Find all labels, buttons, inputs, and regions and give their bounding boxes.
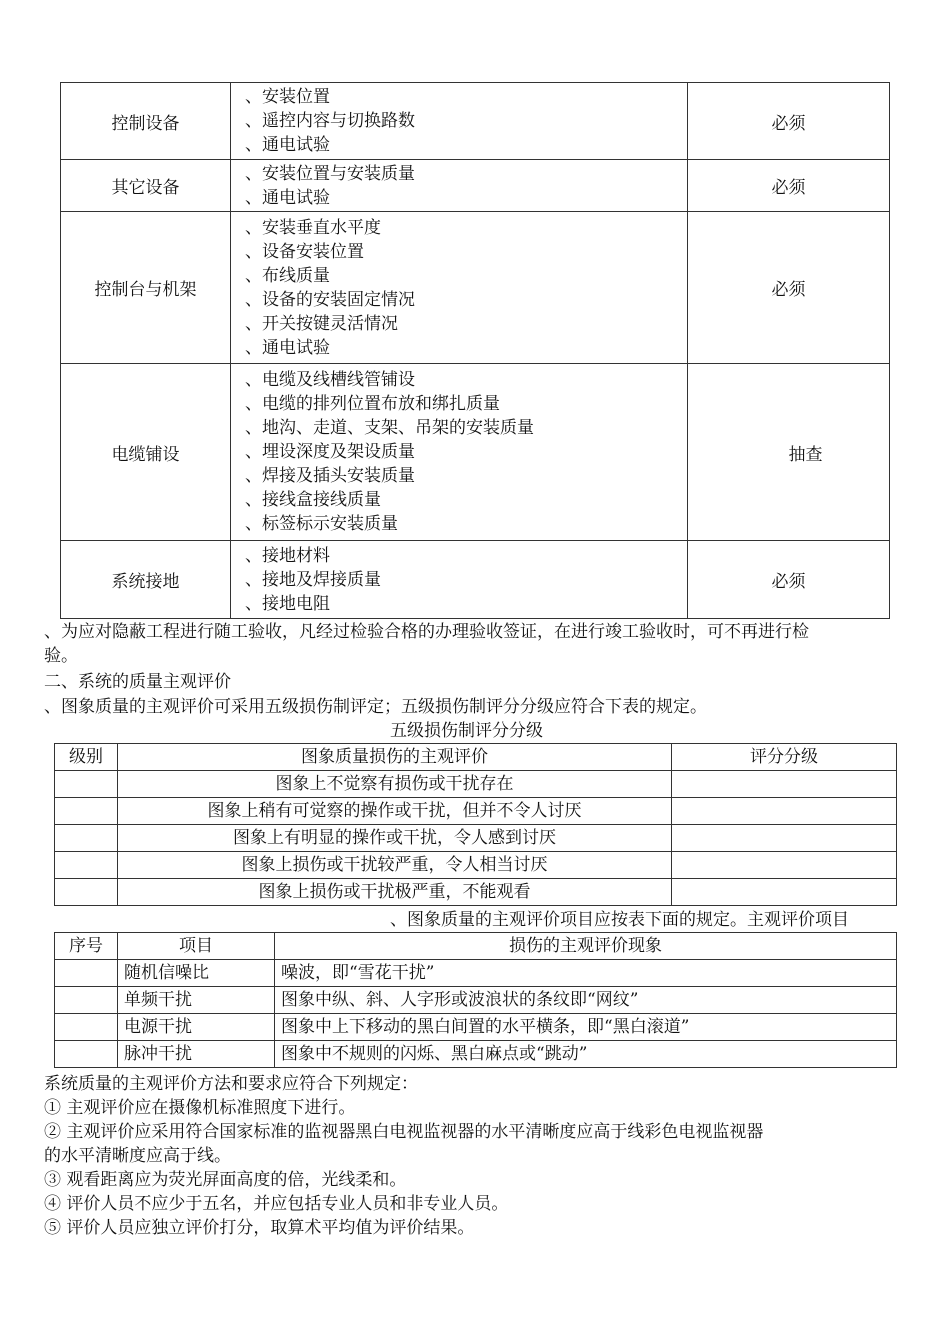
level-cell	[55, 852, 118, 879]
desc-cell: 图象上有明显的操作或干扰，令人感到讨厌	[118, 825, 672, 852]
list-item: ② 主观评价应采用符合国家标准的监视器黑白电视监视器的水平清晰度应高于线彩色电视监视器	[44, 1122, 764, 1142]
table-row	[61, 541, 890, 619]
table-header-row	[55, 933, 897, 960]
table-header-row	[55, 744, 897, 771]
section-heading: 二、系统的质量主观评价	[44, 672, 231, 692]
device-name: 电缆铺设	[61, 364, 231, 541]
item-cell: 脉冲干扰	[118, 1041, 275, 1068]
check-item: 、安装位置	[245, 87, 330, 107]
header-cell: 评分分级	[672, 744, 897, 771]
table-row	[55, 852, 897, 879]
paragraph-line: 、图象质量的主观评价项目应按表下面的规定。主观评价项目	[390, 910, 849, 930]
list-item: ④ 评价人员不应少于五名，并应包括专业人员和非专业人员。	[44, 1194, 509, 1214]
check-item: 、开关按键灵活情况	[245, 313, 398, 334]
check-items	[231, 83, 688, 160]
table-row	[55, 771, 897, 798]
check-items	[231, 160, 688, 212]
check-item: 、安装垂直水平度	[245, 217, 381, 238]
level-cell	[55, 879, 118, 906]
requirement: 必须	[688, 160, 890, 212]
device-name: 系统接地	[61, 541, 231, 619]
header-cell: 图象质量损伤的主观评价	[118, 744, 672, 771]
check-item: 、设备的安装固定情况	[245, 289, 415, 310]
check-item: 、通电试验	[245, 187, 330, 208]
check-items	[231, 212, 688, 364]
check-item: 、埋设深度及架设质量	[245, 442, 415, 462]
level-cell	[55, 825, 118, 852]
check-item: 、接地材料	[245, 545, 330, 566]
table-row	[55, 987, 897, 1014]
check-item: 、布线质量	[245, 265, 330, 286]
check-item: 、设备安装位置	[245, 241, 364, 262]
check-item: 、通电试验	[245, 337, 330, 358]
check-item: 、遥控内容与切换路数	[245, 111, 415, 131]
item-cell: 随机信噪比	[118, 960, 275, 987]
table-row	[61, 83, 890, 160]
requirement: 必须	[688, 541, 890, 619]
score-cell	[672, 825, 897, 852]
phenomenon-cell: 噪波，即“雪花干扰”	[275, 960, 897, 987]
requirement: 必须	[688, 212, 890, 364]
header-cell: 损伤的主观评价现象	[275, 933, 897, 960]
table-row	[61, 364, 890, 541]
evaluation-items-table	[54, 932, 897, 1068]
check-items	[231, 364, 688, 541]
check-item: 、电缆及线槽线管铺设	[245, 370, 415, 390]
table-row	[61, 212, 890, 364]
paragraph-line: 系统质量的主观评价方法和要求应符合下列规定：	[44, 1074, 418, 1094]
requirement: 必须	[688, 83, 890, 160]
desc-cell: 图象上损伤或干扰较严重，令人相当讨厌	[118, 852, 672, 879]
no-cell	[55, 1014, 118, 1041]
check-items	[231, 541, 688, 619]
acceptance-table	[60, 82, 890, 619]
device-name: 其它设备	[61, 160, 231, 212]
check-item: 、通电试验	[245, 135, 330, 155]
no-cell	[55, 987, 118, 1014]
level-cell	[55, 798, 118, 825]
list-item: ③ 观看距离应为荧光屏面高度的倍，光线柔和。	[44, 1170, 407, 1190]
table-row	[55, 825, 897, 852]
table-row	[55, 960, 897, 987]
list-item: ⑤ 评价人员应独立评价打分，取算术平均值为评价结果。	[44, 1218, 475, 1238]
header-cell: 级别	[55, 744, 118, 771]
no-cell	[55, 1041, 118, 1068]
phenomenon-cell: 图象中上下移动的黑白间置的水平横条，即“黑白滚道”	[275, 1014, 897, 1041]
check-item: 、安装位置与安装质量	[245, 163, 415, 184]
table-row	[55, 798, 897, 825]
check-item: 、接地及焊接质量	[245, 569, 381, 590]
table-row	[55, 1041, 897, 1068]
list-item: ① 主观评价应在摄像机标准照度下进行。	[44, 1098, 356, 1118]
paragraph-line: 、为应对隐蔽工程进行随工验收，凡经过检验合格的办理验收签证，在进行竣工验收时，可不再进行检	[44, 622, 809, 642]
check-item: 、电缆的排列位置布放和绑扎质量	[245, 394, 500, 414]
table-row	[61, 160, 890, 212]
device-name: 控制设备	[61, 83, 231, 160]
score-cell	[672, 798, 897, 825]
desc-cell: 图象上不觉察有损伤或干扰存在	[118, 771, 672, 798]
check-item: 、地沟、走道、支架、吊架的安装质量	[245, 418, 534, 438]
item-cell: 电源干扰	[118, 1014, 275, 1041]
table-row	[55, 879, 897, 906]
desc-cell: 图象上损伤或干扰极严重，不能观看	[118, 879, 672, 906]
score-cell	[672, 879, 897, 906]
level-cell	[55, 771, 118, 798]
grading-table	[54, 743, 897, 906]
table-caption: 五级损伤制评分分级	[390, 721, 543, 741]
no-cell	[55, 960, 118, 987]
check-item: 、接线盒接线质量	[245, 490, 381, 510]
header-cell: 序号	[55, 933, 118, 960]
item-cell: 单频干扰	[118, 987, 275, 1014]
header-cell: 项目	[118, 933, 275, 960]
score-cell	[672, 852, 897, 879]
check-item: 、标签标示安装质量	[245, 514, 398, 534]
check-item: 、焊接及插头安装质量	[245, 466, 415, 486]
phenomenon-cell: 图象中纵、斜、人字形或波浪状的条纹即“网纹”	[275, 987, 897, 1014]
device-name: 控制台与机架	[61, 212, 231, 364]
list-item: 的水平清晰度应高于线。	[44, 1146, 231, 1166]
paragraph-line: 、图象质量的主观评价可采用五级损伤制评定；五级损伤制评分分级应符合下表的规定。	[44, 697, 707, 717]
phenomenon-cell: 图象中不规则的闪烁、黑白麻点或“跳动”	[275, 1041, 897, 1068]
table-row	[55, 1014, 897, 1041]
desc-cell: 图象上稍有可觉察的操作或干扰，但并不令人讨厌	[118, 798, 672, 825]
requirement: 抽查	[688, 364, 890, 541]
check-item: 、接地电阻	[245, 593, 330, 614]
paragraph-line: 验。	[44, 646, 78, 666]
score-cell	[672, 771, 897, 798]
